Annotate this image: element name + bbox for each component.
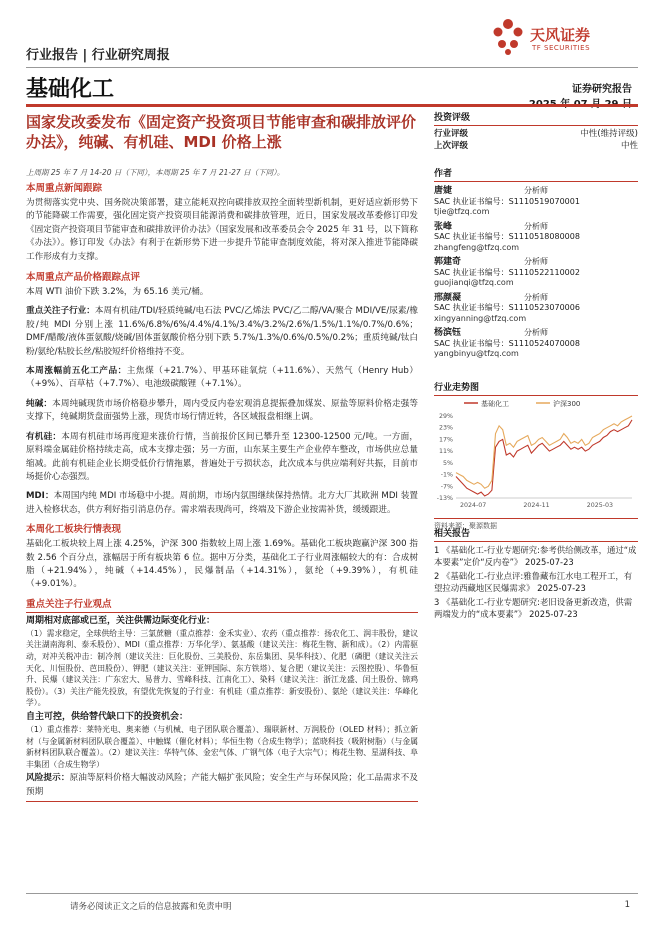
author-email[interactable]: guojianqi@tfzq.com xyxy=(434,278,514,287)
report-type: 证券研究报告 xyxy=(572,84,632,95)
related-report-link[interactable]: 3 《基础化工-行业专题研究:老旧设备更新改造，供需两端发力的“成本要素”》 2025-07-23 xyxy=(434,597,633,619)
author-email[interactable]: xingyanning@tfzq.com xyxy=(434,313,527,323)
sector-title: 基础化工 xyxy=(26,77,115,102)
author-name: 杨滨钰 xyxy=(434,328,462,338)
oil-price-text: 本周 WTI 油价下跌 3.2%，为 65.16 美元/桶。 xyxy=(26,287,209,298)
logo-text-cn: 天风证券 xyxy=(530,26,591,44)
page-number: 1 xyxy=(624,900,630,910)
related-rule xyxy=(434,541,638,542)
author-cert: SAC 执业证书编号：S1110523070006 xyxy=(434,303,580,312)
logo-text-en: TF SECURITIES xyxy=(532,44,591,52)
silicone-text: 本周有机硅市场再度迎来涨价行情，当前报价区间已攀升至 12300-12500 元/吨。一方面，原料端金属硅价格持续走高，成本支撑走强；另一方面，山东某主要生产企业停车整改，市场供应总量缩减。此前有机硅企业长期受低价行情拖累，普遍处于亏损状态，此次成本与供应端利好共振，目前市场挺价心态强烈。 xyxy=(26,431,418,482)
author-name-row xyxy=(434,293,638,304)
section-market-title: 本周化工板块行情表现 xyxy=(26,524,122,536)
soda-label: 纯碱： xyxy=(26,398,53,409)
tf-logo xyxy=(488,16,638,62)
rating-value-previous: 中性 xyxy=(620,141,638,151)
author-name: 张峰 xyxy=(434,221,453,232)
soda-text: 本周纯碱现货市场价格稳步攀升，周内受反内卷宏观消息提振叠加煤炭、原盐等原料价格走强等支撑下，纯碱期货盘面强势上涨，现货市场行情近转，各区域报盘相继上调。 xyxy=(26,398,418,423)
author-email[interactable]: zhangfeng@tfzq.com xyxy=(434,242,520,252)
logo-icon xyxy=(488,16,528,56)
footer-disclaimer: 请务必阅读正文之后的信息披露和免责申明 xyxy=(70,902,232,912)
related-panel xyxy=(434,528,638,620)
silicone-label: 有机硅： xyxy=(26,431,62,442)
mdi-text: 本周国内纯 MDI 市场稳中小提。周前期，市场内氛围继续保持热情。北方大厂其欧洲 MDI 装置进入检修状态，供方利好指引消息仍存。需求端表现尚可，终端及下游企业按需补货，缓缓跟进。 xyxy=(26,491,419,515)
y-tick-label: 17% xyxy=(439,436,453,444)
author-entry xyxy=(434,257,638,289)
legend-label: 基础化工 xyxy=(481,400,509,408)
section-views-title: 重点关注子行业观点 xyxy=(26,598,112,610)
focus-subindustry-label: 重点关注子行业： xyxy=(26,306,95,317)
author-role: 分析师 xyxy=(524,292,548,302)
author-entry xyxy=(434,328,638,360)
related-report-link[interactable]: 1 《基础化工-行业专题研究:参考供给侧改革，通过“成本要素”定价“反内卷”》 2025-07-23 xyxy=(434,545,637,567)
chart-source: 资料来源：聚源数据 xyxy=(434,518,638,531)
soda-para xyxy=(26,398,418,425)
author-cert: SAC 执业证书编号：S1110524070008 xyxy=(434,338,580,348)
trend-chart xyxy=(434,396,638,514)
author-email[interactable]: tjie@tfzq.com xyxy=(434,207,490,216)
trend-panel xyxy=(434,382,638,531)
authors-panel xyxy=(434,168,638,360)
rating-key-current: 行业评级 xyxy=(434,129,469,139)
author-name: 邢颜凝 xyxy=(434,292,462,303)
cycle-text: （1）需求稳定，全球供给主导：三氯蔗糖（重点推荐：金禾实业）、农药（重点推荐：扬农化工、润丰股份，建议关注湖南海利、泰禾股份）、MDI（重点推荐：万华化学）、氨基酸（建议关注：梅花生物、新和成）。（2）内需驱动，对冲关税冲击：制冷剂（建议关注：巨化股份、三美股份、东岳集团、昊华科技）、化肥（磷肥（建议关注云天化、川恒股份、芭田股份）、钾肥（建议关注：亚钾国际、东方铁塔）、复合肥（建议关注：云图控股）、华鲁恒升、民爆（建议关注：广东宏大、易普力、雪峰科技、江南化工）、染料（建议关注：浙江龙盛、闰土股份、锦鸡股份）。（3）关注产能先投放，有望优先恢复的子行业：有机硅（重点推荐：新安股份）、氨纶（建议关注：华峰化学）。 xyxy=(26,628,418,708)
author-cert: SAC 执业证书编号：S1110522110002 xyxy=(434,267,580,277)
author-email[interactable]: yangbinyu@tfzq.com xyxy=(434,349,519,358)
mdi-para xyxy=(26,490,418,517)
autonomy-heading: 自主可控，供给替代缺口下的投资机会： xyxy=(26,711,189,722)
section-news-title: 本周重点新闻跟踪 xyxy=(26,183,103,194)
author-name-row xyxy=(434,222,638,233)
risk-label: 风险提示： xyxy=(26,773,70,784)
author-entry xyxy=(434,293,638,325)
legend-label: 沪深300 xyxy=(553,400,581,408)
y-tick-label: 29% xyxy=(439,413,453,420)
autonomy-text: （1）重点推荐：莱特光电、奥来德（与机械、电子团队联合覆盖）、瑞联新材、万润股份（OLED 材料）；抓立新材（与金属新材料团队联合覆盖）、中触媒（催化材料）；华恒生物（合成生物学）；蓝晓科技（吸附树脂）（与金属新材料团队联合覆盖）。（2）建议关注：华特气体、金宏气体、广钢气体（电子大宗气）；梅花生物、星湖科技、阜丰集团（合成生物学） xyxy=(26,724,418,769)
rating-key-previous: 上次评级 xyxy=(434,141,469,151)
report-date xyxy=(529,95,632,110)
author-name: 唐婕 xyxy=(434,186,453,196)
rating-title: 投资评级 xyxy=(434,113,471,123)
author-role: 分析师 xyxy=(524,257,548,266)
authors-rule xyxy=(434,181,638,182)
author-name: 郭建奇 xyxy=(434,257,462,267)
related-list xyxy=(434,544,638,620)
series-line xyxy=(456,420,632,496)
silicone-para xyxy=(26,431,418,485)
authors-title: 作者 xyxy=(434,169,453,179)
report-category: 行业报告 | 行业研究周报 xyxy=(26,48,170,63)
main-column xyxy=(26,180,418,802)
focus-subindustry-para xyxy=(26,305,418,359)
author-name-row xyxy=(434,328,638,339)
related-title: 相关报告 xyxy=(434,529,471,539)
author-role: 分析师 xyxy=(524,328,548,337)
top5-text: 主焦煤（+21.7%）、甲基环硅氧烷（+11.6%）、天然气（Henry Hub）（+9%）、百草枯（+7.7%）、电池级碳酸锂（+7.1%）。 xyxy=(26,366,418,390)
author-entry xyxy=(434,186,638,218)
series-line xyxy=(456,416,632,488)
x-tick-label: 2024-07 xyxy=(460,502,487,509)
author-role: 分析师 xyxy=(524,186,548,195)
report-headline: 国家发改委发布《固定资产投资项目节能审查和碳排放评价办法》，纯碱、有机硅、MDI 价格上涨 xyxy=(26,113,417,151)
risk-text: 原油等原料价格大幅波动风险；产能大幅扩张风险；安全生产与环保风险；化工品需求不及预期 xyxy=(26,773,418,797)
author-name-row xyxy=(434,186,638,197)
author-cert: SAC 执业证书编号：S1110519070001 xyxy=(434,196,580,206)
risk-para xyxy=(26,772,418,799)
y-tick-label: 23% xyxy=(439,424,453,432)
rating-rule xyxy=(434,125,638,126)
week-note: 上周期 25 年 7 月 14-20 日（下同），本周期 25 年 7 月 21-27 日（下同）。 xyxy=(26,168,285,177)
views-box xyxy=(26,612,418,802)
author-role: 分析师 xyxy=(524,221,548,231)
y-tick-label: -7% xyxy=(440,483,453,491)
rating-panel xyxy=(434,112,638,152)
rating-value-current: 中性(维持评级) xyxy=(580,129,638,139)
y-tick-label: -13% xyxy=(436,495,453,502)
section-market-body: 基础化工板块较上周上涨 4.25%，沪深 300 指数较上周上涨 1.69%。基础化工板块跑赢沪深 300 指数 2.56 个百分点，涨幅居于所有板块第 6 位。据申万分类，基础化工子行业周涨幅较大的有：合成树脂（+21.94%），纯碱（+14.45%），民爆制品（+14.31%），氨纶（+9.39%），有机硅（+9.01%）。 xyxy=(26,539,418,590)
y-tick-label: 5% xyxy=(443,459,453,467)
title-rule xyxy=(26,104,638,107)
author-cert: SAC 执业证书编号：S1110518080008 xyxy=(434,232,580,241)
y-tick-label: -1% xyxy=(440,471,453,479)
x-tick-label: 2024-11 xyxy=(523,502,550,509)
y-tick-label: 11% xyxy=(439,448,453,456)
author-entry xyxy=(434,222,638,254)
related-report-link[interactable]: 2 《基础化工-行业点评:雅鲁藏布江水电工程开工，有望拉动西藏地区民爆需求》 2025-07-23 xyxy=(434,571,633,593)
author-name-row xyxy=(434,257,638,268)
focus-subindustry-text: 本周有机硅/TDI/轻质纯碱/电石法 PVC/乙烯法 PVC/乙二醇/VA/聚合 MDI/VE/尿素/橡胶/纯 MDI 分别上涨 11.6%/6.8%/6%/4.4%/4.1%/3.4%/3.2%/2.6%/1.5%/1.1%/0.7%/0.6%；DMF/醋酸/液体蛋氨酸/烧碱/固体蛋氨酸价格分别下跌 5.7%/1.3%/0.6%/0.5%/0.2%；重质纯碱/钛白粉/氨纶/粘胶长丝/粘胶短纤价格维持不变。 xyxy=(26,306,418,357)
rating-row-current xyxy=(434,128,638,140)
top5-para xyxy=(26,365,418,392)
x-tick-label: 2025-03 xyxy=(586,502,614,509)
trend-title: 行业走势图 xyxy=(434,383,480,393)
header-rule xyxy=(26,67,638,68)
rating-row-previous xyxy=(434,140,638,152)
footer-rule xyxy=(26,893,638,894)
authors-list xyxy=(434,186,638,360)
mdi-label: MDI： xyxy=(26,491,54,502)
section-price-title: 本周重点产品价格跟踪点评 xyxy=(26,272,141,284)
section-news-body: 为贯彻落实党中央、国务院决策部署，建立能耗双控向碳排放双控全面转型新机制，更好适应新形势下的节能降碳工作需要，强化固定资产投资项目能源消费和碳排放管理，近日，国家发展改革委修订印发《固定资产投资项目节能审查和碳排放评价办法》（国家发展和改革委员会令 2025 年 31 号，以下简称《办法》）。修订印发《办法》有利于在新形势下进一步提升节能审查制度效能，将对深入推进节能降碳工作形成有力支撑。 xyxy=(26,198,418,262)
cycle-heading: 周期相对底部或已至，关注供需边际变化行业： xyxy=(26,615,216,626)
top5-label: 本周涨幅前五化工产品： xyxy=(26,366,127,377)
